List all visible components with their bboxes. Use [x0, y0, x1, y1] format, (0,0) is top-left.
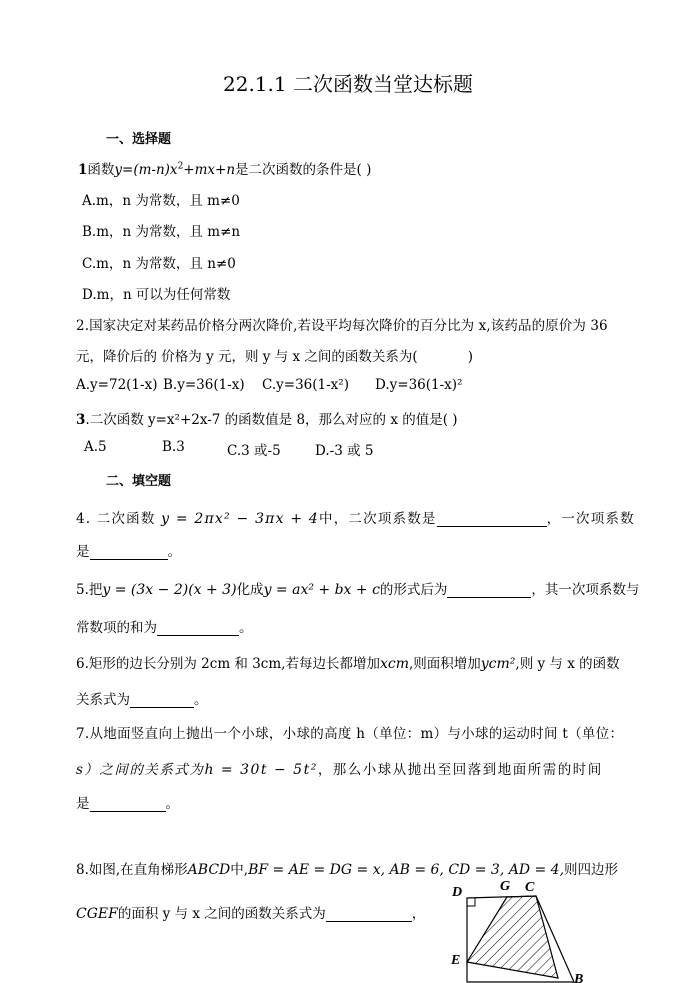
- option-label: A.: [82, 193, 97, 209]
- q5-text-f: 。: [239, 620, 253, 636]
- q6-text-d: 关系式为: [76, 692, 130, 708]
- q7-text-e: 。: [165, 796, 179, 812]
- question-8-line2: [76, 902, 425, 922]
- q4-blank-1[interactable]: [437, 512, 547, 527]
- q2-paren: ): [467, 349, 473, 365]
- label-g: G: [500, 879, 511, 894]
- question-1: [78, 158, 371, 178]
- q8-blank[interactable]: [326, 907, 412, 922]
- q2-option-a: A.y=72(1-x): [76, 377, 158, 393]
- right-angle-mark: [467, 898, 475, 906]
- option-label: C.: [82, 256, 97, 272]
- q8-text-d: 的面积 y 与 x 之间的函数关系式为: [117, 906, 326, 922]
- q8-math-3: CGEF: [76, 906, 118, 922]
- q1-sup: 2: [177, 161, 184, 172]
- q5-formula-2: y = ax² + bx + c: [263, 582, 380, 598]
- option-label: D.: [82, 287, 97, 303]
- q6-text-a: 6.矩形的边长分别为 2cm 和 3cm,若每边长都增加: [76, 656, 380, 672]
- q8-math-2: BF = AE = DG = x, AB = 6, CD = 3, AD = 4,: [248, 862, 565, 878]
- q3-option-b: B.3: [162, 439, 185, 455]
- q2-option-d: D.y=36(1-x)²: [375, 377, 463, 393]
- q5-text-a: 5.把: [76, 582, 103, 598]
- q6-math-1: xcm: [379, 656, 409, 672]
- q8-text-b: 中,: [230, 862, 249, 878]
- q8-text-c: 则四边形: [564, 862, 619, 878]
- trapezoid-figure: [440, 870, 596, 983]
- q6-text-e: 。: [194, 692, 208, 708]
- q4-text-b: 中，二次项系数是: [319, 511, 437, 527]
- question-4-line2: [76, 540, 181, 560]
- option-label: B.: [82, 224, 97, 240]
- question-6-line2: [76, 688, 208, 708]
- q1-func2: +mx+n: [183, 162, 236, 178]
- q7-text-c: ，那么小球从抛出至回落到地面所需的时间: [317, 762, 603, 778]
- option-text: m，n 为常数，且 m≠0: [96, 193, 240, 209]
- q8-math-1: ABCD: [187, 862, 231, 878]
- question-3: [76, 408, 458, 428]
- q6-blank[interactable]: [130, 693, 194, 708]
- label-e: E: [451, 953, 461, 968]
- question-6: [76, 652, 620, 672]
- q3-option-a: A.5: [84, 439, 107, 455]
- question-5: [76, 578, 639, 598]
- q4-text-d: 是: [76, 544, 90, 560]
- q7-blank[interactable]: [90, 797, 166, 812]
- q4-blank-2[interactable]: [90, 545, 168, 560]
- q1-func: y=(m-n)x: [114, 162, 178, 178]
- q6-text-b: ,则面积增加: [408, 656, 481, 672]
- q1-stem-b: 是二次函数的条件是( ): [235, 162, 372, 178]
- question-5-line2: [76, 616, 253, 636]
- q6-text-c: ,则 y 与 x 的函数: [515, 656, 620, 672]
- q4-text-c: ，一次项系数: [546, 511, 635, 527]
- q4-text-e: 。: [167, 544, 181, 560]
- q7-text-b: s）之间的关系式为: [76, 762, 205, 778]
- q8-text-e: ，: [411, 906, 426, 922]
- q5-blank-1[interactable]: [447, 583, 531, 598]
- q8-text-a: 8.如图,在直角梯形: [76, 862, 188, 878]
- q5-text-d: ，其一次项系数与: [531, 582, 640, 598]
- page-title: 22.1.1 二次函数当堂达标题: [223, 72, 473, 96]
- label-b: B: [574, 972, 584, 983]
- q6-math-2: ycm²: [480, 656, 516, 672]
- q5-blank-2[interactable]: [157, 621, 239, 636]
- shaded-region-cgef: [467, 896, 558, 978]
- section-fill-heading: 二、填空题: [106, 474, 172, 489]
- question-2-line1: 2.国家决定对某药品价格分两次降价,若设平均每次降价的百分比为 x,该药品的原价为 36: [76, 318, 608, 334]
- q5-text-b: 化成: [236, 582, 264, 598]
- q1-option-d: [82, 283, 230, 303]
- q1-option-a: [82, 189, 240, 209]
- question-7: 7.从地面竖直向上抛出一个小球，小球的高度 h（单位：m）与小球的运动时间 t（单位：: [76, 726, 624, 742]
- option-text: m，n 可以为任何常数: [96, 287, 231, 303]
- q1-option-c: [82, 252, 236, 272]
- question-2-line2: [76, 345, 473, 365]
- option-text: m，n 为常数，且 m≠n: [96, 224, 241, 240]
- label-c: C: [525, 880, 535, 895]
- q1-option-b: [82, 220, 240, 240]
- question-4: [76, 507, 635, 527]
- q5-text-c: 的形式后为: [379, 582, 448, 598]
- q2-option-b: B.y=36(1-x): [163, 377, 245, 393]
- label-d: D: [452, 885, 463, 900]
- q3-number: 3: [76, 412, 86, 428]
- q2-option-c: C.y=36(1-x²): [262, 377, 349, 393]
- q1-stem-a: 函数: [87, 162, 115, 178]
- q3-stem: .二次函数 y=x²+2x-7 的函数值是 8，那么对应的 x 的值是( ): [85, 412, 458, 428]
- q3-option-c: C.3 或-5: [227, 443, 281, 459]
- section-choice-heading: 一、选择题: [106, 132, 172, 147]
- option-text: m，n 为常数，且 n≠0: [96, 256, 236, 272]
- question-7-line3: [76, 792, 179, 812]
- q1-number: 1: [78, 162, 88, 178]
- q3-option-d: D.-3 或 5: [315, 443, 374, 459]
- question-7-line2: [76, 758, 603, 778]
- q5-text-e: 常数项的和为: [76, 620, 157, 636]
- q4-text-a: 4. 二次函数: [76, 511, 156, 527]
- q5-formula-1: y = (3x − 2)(x + 3): [102, 582, 237, 598]
- q2-line2-text: 元，降价后的 价格为 y 元，则 y 与 x 之间的函数关系为(: [76, 349, 418, 365]
- q7-formula: h = 30t − 5t²: [204, 762, 318, 778]
- q4-formula: y = 2πx² − 3πx + 4: [161, 511, 320, 527]
- q7-text-d: 是: [76, 796, 90, 812]
